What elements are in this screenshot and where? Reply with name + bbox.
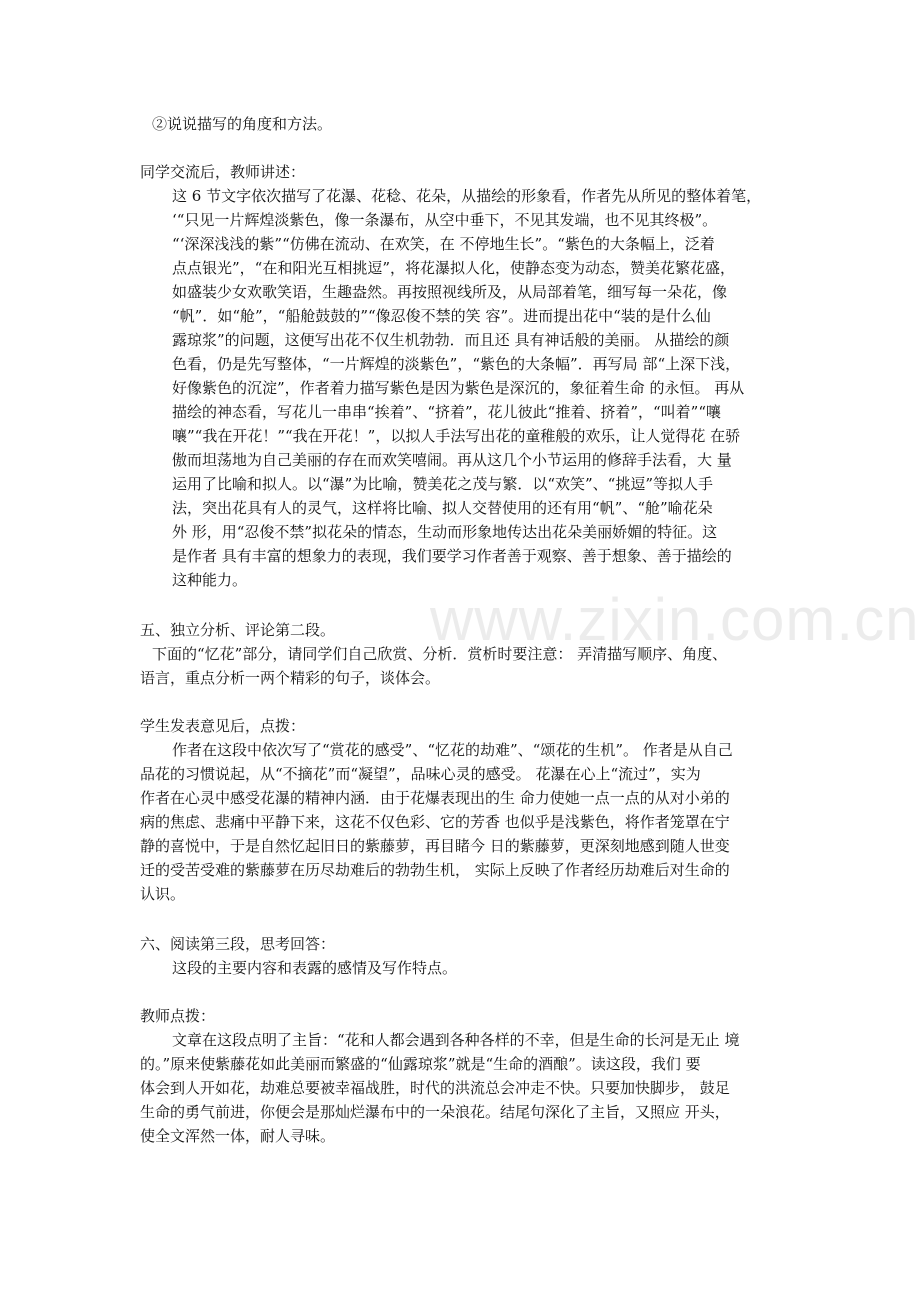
paragraph-line: “‘深深浅浅的紫”“仿佛在流动、在欢笑，在 不停地生长”。“紫色的大条幅上，泛着 [172,235,715,253]
paragraph-line: 法，突出花具有人的灵气，这样将比喻、拟人交替使用的还有用“帆”、“舱”喻花朵 [172,499,713,517]
paragraph-line: 体会到人开如花，劫难总要被幸福战胜，时代的洪流总会冲走不快。只要加快脚步， 鼓足 [140,1079,730,1097]
paragraph-line: 作者在这段中依次写了“赏花的感受”、“忆花的劫难”、“颂花的生机”。 作者是从自己 [172,741,733,759]
paragraph-line: 文章在这段点明了主旨：“花和人都会遇到各种各样的不幸，但是生命的长河是无止 境 [172,1031,740,1049]
paragraph-line: 的。”原来使紫藤花如此美丽而繁盛的“仙露琼浆”就是“生命的酒酿”。读这段，我们 要 [140,1055,701,1073]
teacher-intro-3: 教师点拨： [140,1007,216,1025]
paragraph-line: 点点银光”，“在和阳光互相挑逗”，将花瀑拟人化，使静态变为动态，赞美花繁花盛， [172,259,736,277]
paragraph-line: 认识。 [140,885,186,903]
paragraph-line: 静的喜悦中，于是自然忆起旧日的紫藤萝，再目睹今 日的紫藤萝，更深刻地感到随人世变 [140,837,730,855]
watermark-text: www.zixin.com.cn [430,586,920,653]
paragraph-line: 露琼浆”的问题，这便写出花不仅生机勃勃．而且还 具有神话般的美丽。 从描绘的颜 [172,331,730,349]
section-6-question: 这段的主要内容和表露的感情及写作特点。 [172,959,458,977]
teacher-intro-2: 学生发表意见后，点拨： [140,717,306,735]
question-2: ②说说描写的角度和方法。 [152,115,333,133]
paragraph-line: 外 形，用“忍俊不禁”拟花朵的情态，生动而形象地传达出花朵美丽娇媚的特征。这 [172,523,718,541]
paragraph-line: 使全文浑然一体，耐人寻味。 [140,1127,336,1145]
paragraph-line: 品花的习惯说起，从“不摘花”而“凝望”，品味心灵的感受。 花瀑在心上“流过”，实为 [140,765,701,783]
paragraph-line: 色看，仍是先写整体，“一片辉煌的淡紫色”，“紫色的大条幅”．再写局 部“上深下浅， [172,355,741,373]
section-6-heading: 六、阅读第三段，思考回答： [140,935,336,953]
paragraph-line: 作者在心灵中感受花瀑的精神内涵．由于花爆表现出的生 命力使她一点一点的从对小弟的 [140,789,730,807]
paragraph-line: 嚷”“我在开花！”“我在开花！”，以拟人手法写出花的童稚般的欢乐，让人觉得花 在骄 [172,427,741,445]
paragraph-line: 这 6 节文字依次描写了花瀑、花稔、花朵，从描绘的形象看，作者先从所见的整体着笔， [172,187,762,205]
paragraph-line: 生命的勇气前进，你便会是那灿烂瀑布中的一朵浪花。结尾句深化了主旨，又照应 开头， [140,1103,730,1121]
paragraph-line: 迁的受苦受难的紫藤萝在历尽劫难后的勃勃生机， 实际上反映了作者经历劫难后对生命的 [140,861,730,879]
paragraph-line: 病的焦虑、悲痛中平静下来，这花不仅色彩、它的芳香 也似乎是浅紫色，将作者笼罩在宁 [140,813,730,831]
section-5-prompt-line: 下面的“忆花”部分，请同学们自己欣赏、分析．赏析时要注意： 弄清描写顺序、角度、 [152,645,728,663]
paragraph-line: 描绘的神态看，写花儿一串串“挨着”、“挤着”，花儿彼此“推着、挤着”，“叫着”“嚷 [172,403,722,421]
teacher-intro-1: 同学交流后，教师讲述： [140,163,306,181]
paragraph-line: 如盛装少女欢歌笑语，生趣盎然。再按照视线所及，从局部着笔，细写每一朵花，像 [172,283,728,301]
paragraph-line: 是作者 具有丰富的想象力的表现，我们要学习作者善于观察、善于想象、善于描绘的 [172,547,732,565]
paragraph-line: 运用了比喻和拟人。以“瀑”为比喻，赞美花之茂与繁．以“欢笑”、“挑逗”等拟人手 [172,475,714,493]
section-5-heading: 五、独立分析、评论第二段。 [140,621,336,639]
paragraph-line: “帆”．如“舱”，“船舱鼓鼓的”“像忍俊不禁的笑 容”。进而提出花中“装的是什么仙 [172,307,711,325]
paragraph-line: ‘“只见一片辉煌淡紫色，像一条瀑布，从空中垂下，不见其发端，也不见其终极”。 [172,211,718,229]
paragraph-line: 傲而坦荡地为自己美丽的存在而欢笑嘻闹。再从这几个小节运用的修辞手法看，大 量 [172,451,732,469]
section-5-prompt-line: 语言，重点分析一两个精彩的句子，谈体会。 [140,669,441,687]
paragraph-line: 好像紫色的沉淀”，作者着力描写紫色是因为紫色是深沉的，象征着生命 的永恒。 再从 [172,379,745,397]
paragraph-line: 这种能力。 [172,571,248,589]
